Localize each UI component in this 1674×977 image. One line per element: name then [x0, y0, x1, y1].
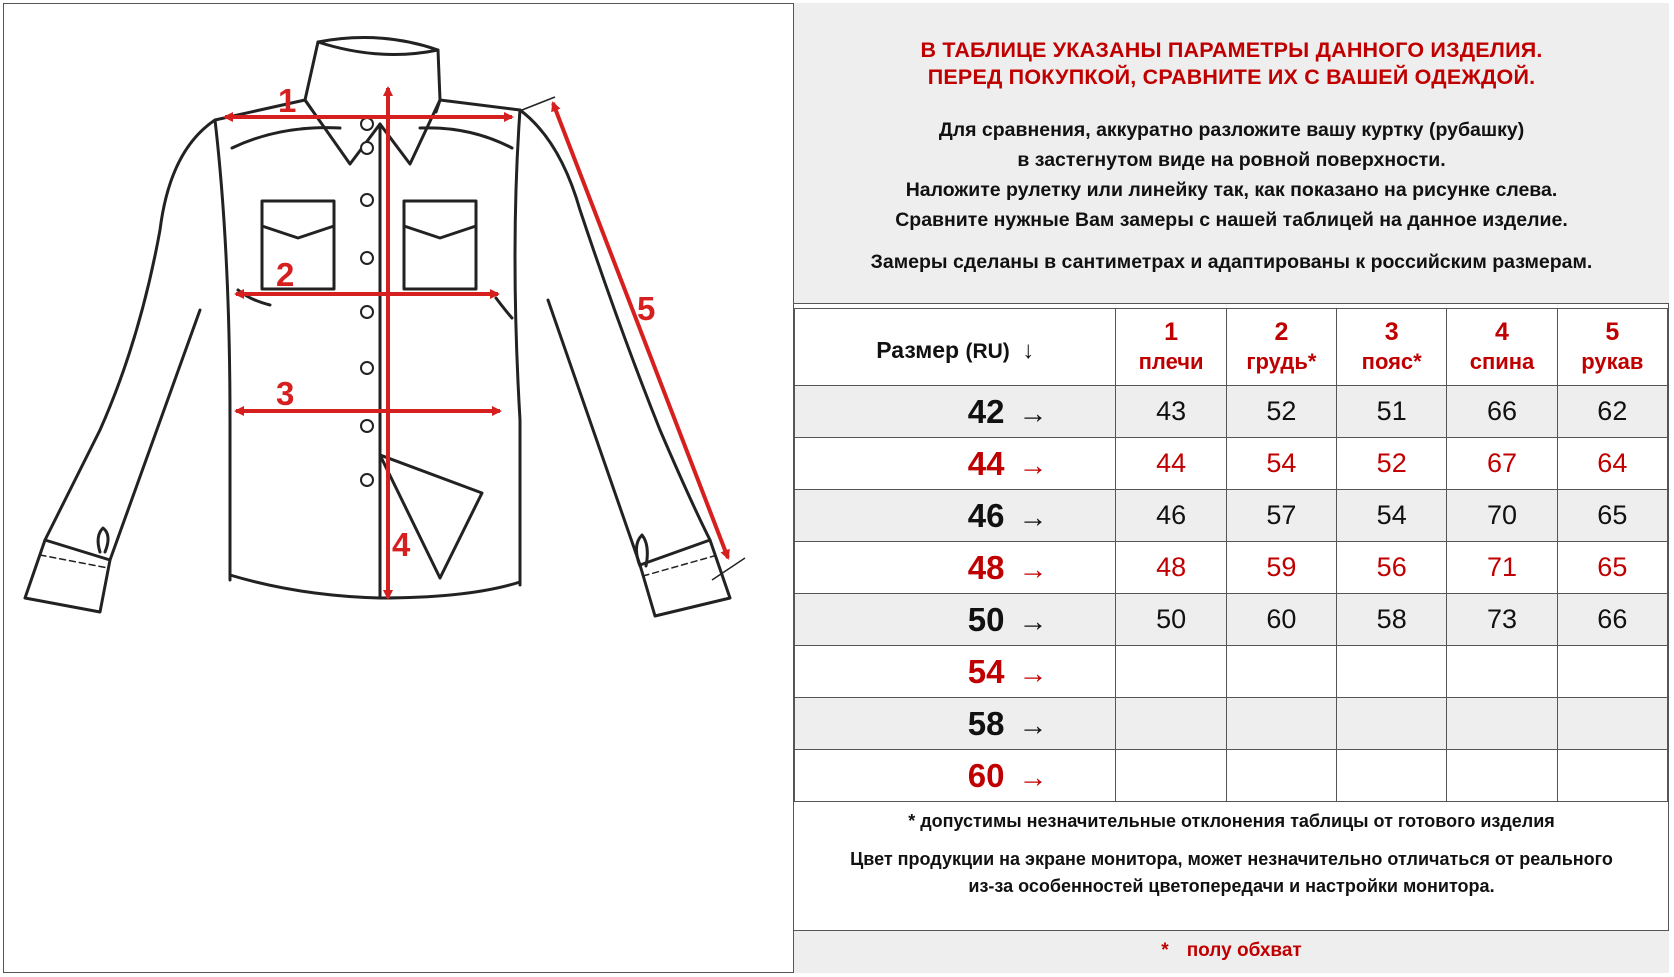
table-row	[795, 750, 1668, 802]
warning-line-2: ПЕРЕД ПОКУПКОЙ, СРАВНИТЕ ИХ С ВАШЕЙ ОДЕЖДОЙ.	[927, 65, 1536, 89]
column-header-back	[1447, 309, 1557, 386]
arrow-right-icon: →	[1018, 449, 1048, 482]
measure-cell	[1226, 698, 1336, 750]
table-row	[795, 594, 1668, 646]
measure-cell: 71	[1447, 542, 1557, 594]
measure-cell: 52	[1226, 386, 1336, 438]
measure-cell: 50	[1116, 594, 1226, 646]
measure-cell: 62	[1557, 386, 1667, 438]
measure-cell	[1447, 698, 1557, 750]
color-note	[794, 846, 1669, 900]
measure-cell	[1447, 750, 1557, 802]
footnotes	[794, 803, 1669, 900]
measure-cell: 65	[1557, 542, 1667, 594]
table-row	[795, 646, 1668, 698]
arrow-right-icon: →	[1018, 553, 1048, 586]
color-note-line-2: из-за особенностей цветопередачи и настройки монитора.	[968, 876, 1495, 896]
size-cell	[795, 438, 1116, 490]
instructions-header	[794, 3, 1669, 304]
label-chest: 2	[276, 256, 295, 293]
column-name: рукав	[1581, 349, 1644, 374]
arrow-right-icon: →	[1018, 501, 1048, 534]
arrow-sleeve	[553, 103, 728, 558]
sleeve-guide-top	[522, 97, 555, 110]
size-cell	[795, 698, 1116, 750]
column-header-sleeve	[1557, 309, 1667, 386]
measure-cell: 67	[1447, 438, 1557, 490]
instructions-text	[794, 115, 1669, 235]
table-row	[795, 542, 1668, 594]
measure-cell: 46	[1116, 490, 1226, 542]
half-girth-label: полу обхват	[1186, 940, 1302, 961]
measure-cell	[1116, 646, 1226, 698]
column-name: спина	[1469, 349, 1535, 374]
instruction-line: Наложите рулетку или линейку так, как показано на рисунке слева.	[905, 179, 1558, 201]
measure-cell: 58	[1337, 594, 1447, 646]
measure-cell: 51	[1337, 386, 1447, 438]
size-column-header	[795, 309, 1116, 386]
label-waist: 3	[276, 375, 295, 412]
column-number: 1	[1164, 318, 1179, 346]
measure-cell: 57	[1226, 490, 1336, 542]
table-header-row	[795, 309, 1668, 386]
measure-cell: 54	[1337, 490, 1447, 542]
measure-cell	[1557, 750, 1667, 802]
label-sleeve: 5	[637, 290, 656, 327]
measure-cell	[1337, 646, 1447, 698]
column-number: 5	[1605, 318, 1620, 346]
warning-text	[794, 37, 1669, 91]
measure-cell	[1337, 750, 1447, 802]
shirt-buttons	[361, 118, 373, 486]
arrow-down-icon: ↓	[1022, 337, 1035, 364]
measure-cell	[1116, 750, 1226, 802]
size-cell	[795, 594, 1116, 646]
column-number: 2	[1274, 318, 1289, 346]
size-value: 60	[967, 756, 1005, 794]
measure-cell: 64	[1557, 438, 1667, 490]
size-value: 42	[967, 392, 1005, 430]
label-shoulders: 1	[278, 82, 297, 119]
table-row	[795, 386, 1668, 438]
table-row	[795, 490, 1668, 542]
size-cell	[795, 386, 1116, 438]
arrow-right-icon: →	[1018, 605, 1048, 638]
size-cell	[795, 542, 1116, 594]
column-name: грудь*	[1246, 349, 1317, 374]
measurement-labels	[276, 82, 655, 563]
warning-line-1: В ТАБЛИЦЕ УКАЗАНЫ ПАРАМЕТРЫ ДАННОГО ИЗДЕЛИЯ.	[920, 38, 1543, 62]
size-value: 44	[967, 444, 1005, 482]
column-number: 3	[1384, 318, 1399, 346]
measure-cell	[1337, 698, 1447, 750]
measure-cell: 52	[1337, 438, 1447, 490]
measure-cell: 44	[1116, 438, 1226, 490]
shirt-outline	[25, 38, 730, 617]
measurement-arrows	[225, 88, 728, 598]
measure-cell	[1226, 750, 1336, 802]
size-value: 58	[967, 704, 1005, 742]
column-header-waist	[1337, 309, 1447, 386]
size-header-label: Размер	[876, 337, 960, 363]
instruction-line: Для сравнения, аккуратно разложите вашу куртку (рубашку)	[938, 119, 1525, 141]
column-name: пояс*	[1361, 349, 1422, 374]
size-cell	[795, 750, 1116, 802]
measure-cell: 70	[1447, 490, 1557, 542]
measure-cell: 43	[1116, 386, 1226, 438]
table-row	[795, 438, 1668, 490]
measure-cell: 66	[1557, 594, 1667, 646]
half-girth-note	[794, 930, 1669, 973]
label-back: 4	[392, 526, 411, 563]
instruction-line: Сравните нужные Вам замеры с нашей таблицей на данное изделие.	[895, 209, 1568, 231]
size-value: 54	[967, 652, 1005, 690]
measure-cell	[1557, 698, 1667, 750]
measure-cell	[1116, 698, 1226, 750]
measure-cell: 66	[1447, 386, 1557, 438]
column-number: 4	[1495, 318, 1509, 346]
asterisk: *	[1161, 940, 1169, 961]
measure-cell	[1557, 646, 1667, 698]
column-name: плечи	[1138, 349, 1204, 374]
units-note: Замеры сделаны в сантиметрах и адаптированы к российским размерам.	[870, 251, 1593, 273]
size-cell	[795, 490, 1116, 542]
instruction-line: в застегнутом виде на ровной поверхности.	[1017, 149, 1446, 171]
column-header-shoulders	[1116, 309, 1226, 386]
size-value: 46	[967, 496, 1005, 534]
size-value: 48	[967, 548, 1005, 586]
size-cell	[795, 646, 1116, 698]
shirt-diagram	[0, 0, 790, 977]
size-value: 50	[967, 600, 1005, 638]
size-header-unit: (RU)	[965, 340, 1010, 363]
column-header-chest	[1226, 309, 1336, 386]
tolerance-note: * допустимы незначительные отклонения таблицы от готового изделия	[908, 811, 1555, 831]
color-note-line-1: Цвет продукции на экране монитора, может незначительно отличаться от реального	[850, 849, 1613, 869]
measure-cell: 60	[1226, 594, 1336, 646]
arrow-right-icon: →	[1018, 397, 1048, 430]
arrow-right-icon: →	[1018, 709, 1048, 742]
arrow-right-icon: →	[1018, 761, 1048, 794]
measure-cell: 48	[1116, 542, 1226, 594]
size-table	[794, 308, 1668, 802]
measure-cell	[1447, 646, 1557, 698]
arrow-right-icon: →	[1018, 657, 1048, 690]
measure-cell: 56	[1337, 542, 1447, 594]
measure-cell: 65	[1557, 490, 1667, 542]
measure-cell: 59	[1226, 542, 1336, 594]
measure-cell	[1226, 646, 1336, 698]
measure-cell: 54	[1226, 438, 1336, 490]
measure-cell: 73	[1447, 594, 1557, 646]
table-row	[795, 698, 1668, 750]
size-panel	[793, 3, 1669, 973]
